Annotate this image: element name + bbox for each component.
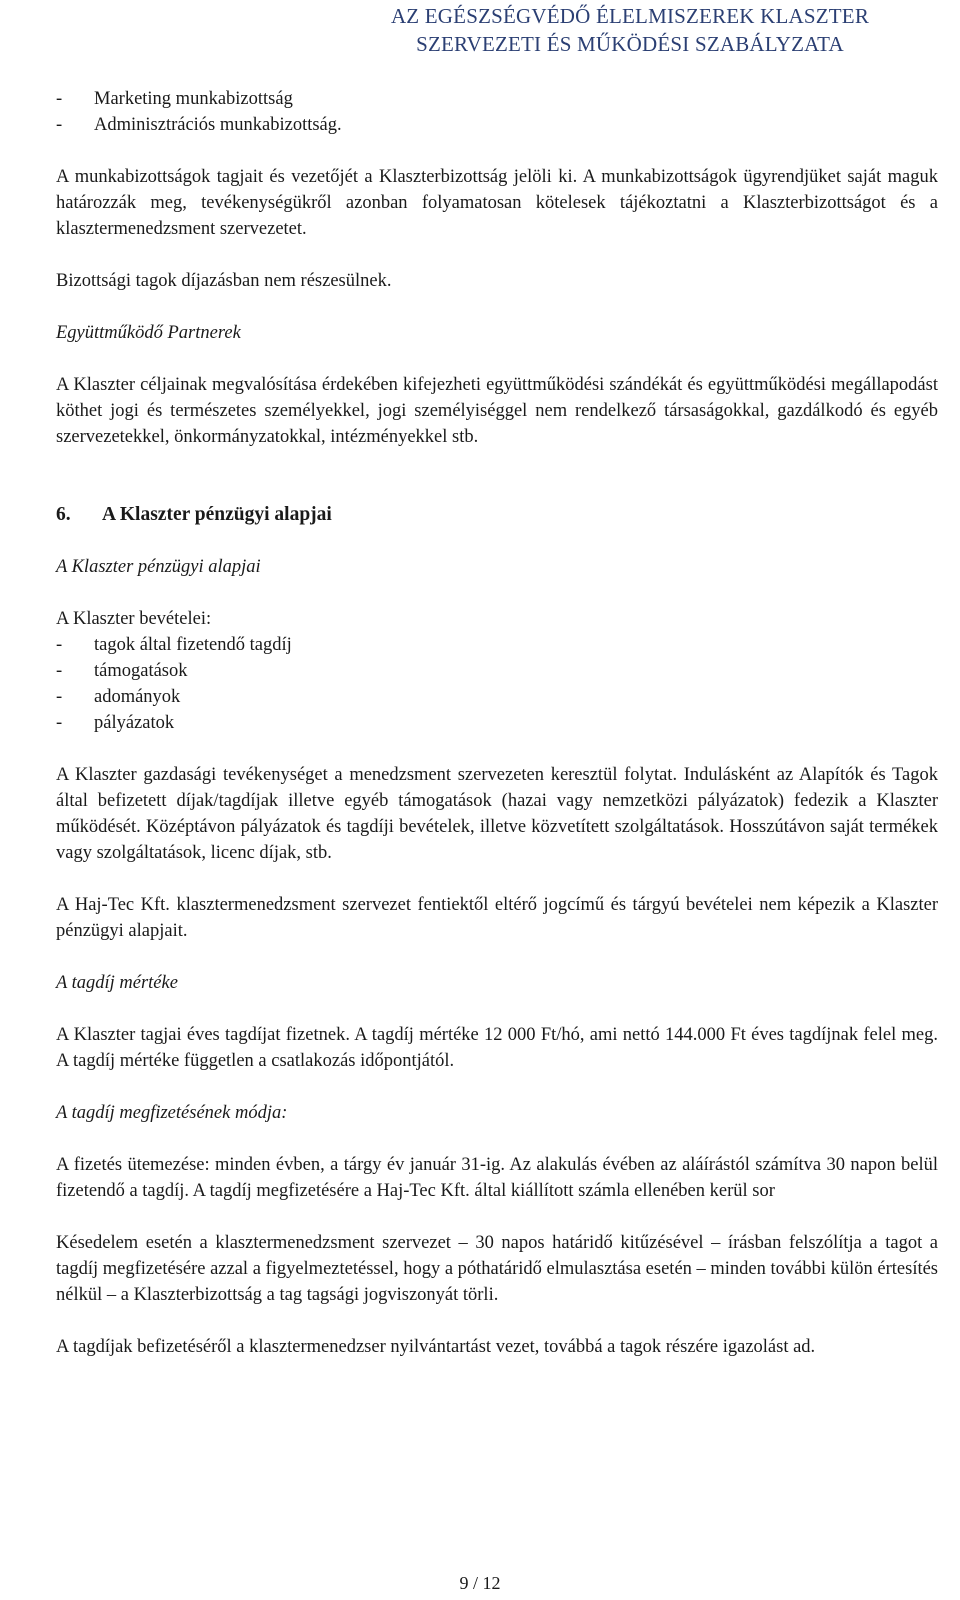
section-6-subtitle: A Klaszter pénzügyi alapjai [56, 557, 261, 577]
paragraph-delay: Késedelem esetén a klasztermenedzsment szervezet – 30 napos határidő kitűzésével – írásban felszólítja a tagot a tagdíj megfizetésére azzal a figyelmeztetéssel, hogy a póthatáridő elmulasztása esetén – minden további külön értesítés nélkül – a Klaszterbizottság a tag tagsági jogviszonyát törli. [56, 1233, 939, 1305]
paragraph-fee-amount: A Klaszter tagjai éves tagdíjat fizetnek. A tagdíj mértéke 12 000 Ft/hó, ami nettó 144.000 Ft éves tagdíjnak felel meg. A tagdíj mértéke független a csatlakozás időpontjától. [56, 1025, 938, 1071]
paragraph-committees: A munkabizottságok tagjait és vezetőjét a Klaszterbizottság jelöli ki. A munkabizottságok ügyrendjüket saját maguk határozzák meg, tevékenységükről azonban folyamatosan kötelesek tájékoztatni a Klaszterbizottságot és a klasztermenedzsment szervezetet. [56, 167, 938, 239]
list-item: - támogatások [56, 661, 188, 681]
page-number: 9 / 12 [459, 1573, 501, 1593]
paragraph-fee-none: Bizottsági tagok díjazásban nem részesülnek. [56, 271, 392, 291]
list-item: - Marketing munkabizottság [56, 89, 293, 109]
section-6-title [56, 502, 938, 528]
heading-fee-payment: A tagdíj megfizetésének módja: [56, 1103, 288, 1123]
list-item: - pályázatok [56, 713, 175, 733]
heading-fee-amount: A tagdíj mértéke [56, 973, 178, 993]
heading-partners: Együttműködő Partnerek [56, 323, 241, 343]
paragraph-economic: A Klaszter gazdasági tevékenységet a menedzsment szervezeten keresztül folytat. Indulásként az Alapítók és Tagok által befizetett díjak/tagdíjak illetve egyéb támogatások (hazai vagy nemzetközi pályázatok) fedezik a Klaszter működését. Középtávon pályázatok és tagdíji bevételek, illetve közvetített szolgáltatások. Hosszútávon saját termékek vagy szolgáltatások, licenc díjak, stb. [56, 765, 938, 863]
document-header [320, 2, 940, 58]
committee-list [56, 86, 938, 138]
income-list [56, 632, 938, 736]
list-item: - adományok [56, 687, 181, 707]
section-title-text: A Klaszter pénzügyi alapjai [102, 504, 332, 525]
page-content [56, 86, 938, 1360]
section-number: 6. [56, 504, 71, 525]
paragraph-schedule: A fizetés ütemezése: minden évben, a tárgy év január 31-ig. Az alakulás évében az aláírástól számítva 30 napon belül fizetendő a tagdíj. A tagdíj megfizetésére a Haj-Tec Kft. által kiállított számla ellenében kerül sor [56, 1155, 938, 1201]
paragraph-records: A tagdíjak befizetéséről a klasztermenedzser nyilvántartást vezet, továbbá a tagok részére igazolást ad. [56, 1337, 816, 1357]
header-line-2: SZERVEZETI ÉS MŰKÖDÉSI SZABÁLYZATA [416, 32, 844, 56]
list-item: - Adminisztrációs munkabizottság. [56, 115, 342, 135]
paragraph-partners: A Klaszter céljainak megvalósítása érdekében kifejezheti együttműködési szándékát és együttműködési megállapodást köthet jogi és természetes személyekkel, jogi személyiséggel nem rendelkező társaságokkal, gazdálkodó és egyéb szervezetekkel, önkormányzatokkal, intézményekkel stb. [56, 375, 938, 447]
header-line-1: AZ EGÉSZSÉGVÉDŐ ÉLELMISZEREK KLASZTER [390, 4, 870, 28]
list-item: - tagok által fizetendő tagdíj [56, 635, 292, 655]
income-label: A Klaszter bevételei: [56, 609, 212, 629]
paragraph-hajtec: A Haj-Tec Kft. klasztermenedzsment szervezet fentiektől eltérő jogcímű és tárgyú bevételei nem képezik a Klaszter pénzügyi alapjait. [56, 895, 938, 941]
